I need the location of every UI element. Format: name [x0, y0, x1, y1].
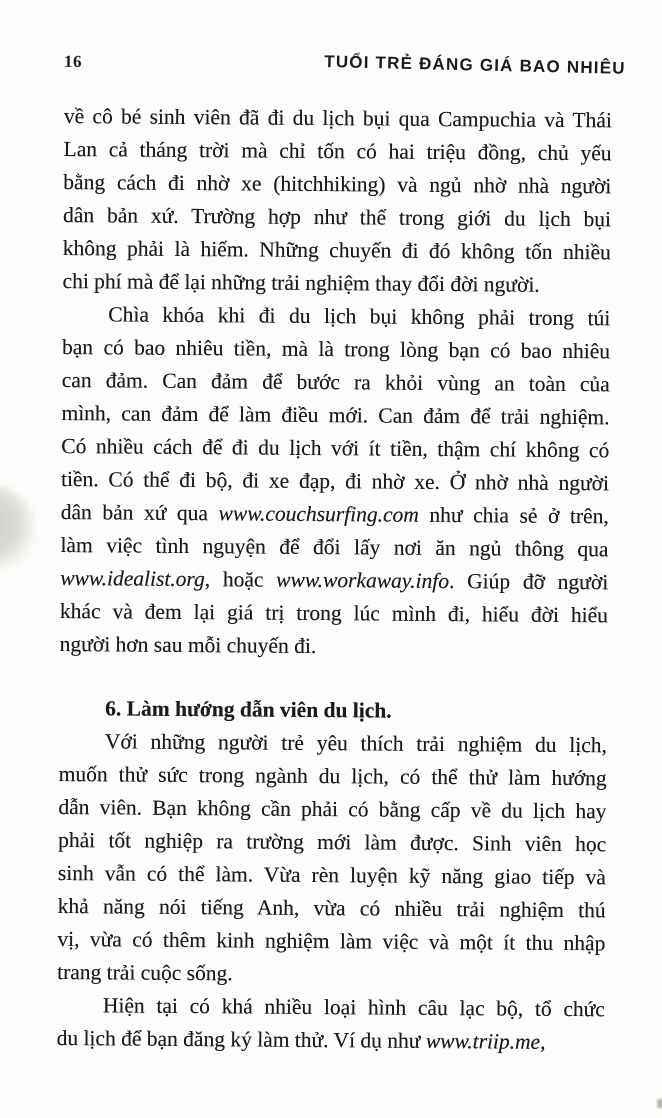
text-run: về cô bé sinh viên đã đi du lịch bụi qua Campuchia và Thái — [63, 103, 612, 133]
paragraph-3 — [57, 725, 607, 993]
url-text: www.workaway.info — [276, 567, 450, 594]
text-line — [64, 100, 612, 137]
text-run: muốn thử sức trong ngành du lịch, có thể thử làm hướng — [58, 761, 607, 791]
text-line — [63, 232, 611, 269]
text-run: , — [540, 1029, 546, 1054]
text-line — [59, 758, 607, 795]
text-run: dẫn viên. Bạn không cần phải có bằng cấp về du lịch hay — [58, 794, 607, 824]
text-line — [58, 791, 606, 828]
text-run: du lịch để bạn đăng ký làm thử. Ví dụ như — [56, 1025, 426, 1053]
paragraph-2 — [60, 298, 611, 665]
text-line — [57, 989, 605, 1026]
text-line — [62, 265, 610, 302]
running-title: TUỔI TRẺ ĐÁNG GIÁ BAO NHIÊU — [324, 52, 627, 78]
text-line — [59, 692, 607, 729]
text-line — [63, 199, 611, 236]
section-heading — [59, 692, 607, 729]
text-line — [58, 857, 606, 894]
text-run: Chìa khóa khi đi du lịch bụi không phải trong túi — [108, 302, 611, 331]
page-header — [63, 51, 627, 78]
text-line — [59, 725, 607, 762]
text-run: bằng cách đi nhờ xe (hitchhiking) và ngủ nhờ nhà người — [63, 169, 612, 199]
text-run: không phải là hiếm. Những chuyến đi đó không tốn nhiều — [62, 235, 611, 265]
text-line — [61, 397, 609, 434]
scan-speck-artifact — [657, 1099, 662, 1108]
paragraph-1 — [62, 100, 612, 302]
text-line — [60, 595, 608, 632]
text-line — [58, 824, 606, 861]
text-run: tiền. Có thể đi bộ, đi xe đạp, đi nhờ xe. Ở nhờ nhà người — [60, 466, 610, 496]
paragraph-4 — [56, 989, 605, 1059]
text-line — [62, 331, 610, 368]
url-text: www.couchsurfing.com — [218, 501, 419, 527]
text-run: trang trải cuộc sống. — [57, 959, 233, 986]
text-run: bạn có bao nhiêu tiền, mà là trong lòng bạn có bao nhiêu — [61, 334, 611, 364]
text-run: người hơn sau mỗi chuyến đi. — [59, 631, 317, 658]
page-number: 16 — [63, 51, 83, 72]
text-run: như chia sẻ ở trên, — [418, 502, 609, 529]
url-text: www.triip.me — [425, 1028, 541, 1054]
text-run: chi phí mà để lại những trải nghiệm thay đổi đời người. — [62, 268, 540, 297]
text-run: , hoặc — [204, 567, 277, 592]
text-line — [60, 562, 608, 599]
text-line — [58, 890, 606, 927]
text-line — [60, 628, 608, 665]
text-line — [60, 529, 608, 566]
text-body — [56, 100, 611, 1059]
scan-smudge-artifact — [0, 486, 36, 572]
text-run: . Giúp đỡ người — [448, 569, 609, 595]
text-line — [63, 166, 611, 203]
text-line — [61, 496, 609, 533]
text-run: Lan cả tháng trời mà chỉ tốn có hai triệu đồng, chủ yếu — [63, 136, 612, 166]
text-run: khác và đem lại giá trị trong lúc mình đi, hiểu đời hiểu — [59, 598, 609, 628]
text-line — [57, 956, 605, 993]
text-run: sinh vẫn có thể làm. Vừa rèn luyện kỹ năng giao tiếp và — [57, 860, 607, 890]
text-run: làm việc tình nguyện để đổi lấy nơi ăn ngủ thông qua — [60, 532, 609, 562]
text-run: vị, vừa có thêm kinh nghiệm làm việc và một ít thu nhập — [57, 926, 606, 956]
text-line — [61, 463, 609, 500]
text-run: can đảm. Can đảm để bước ra khỏi vùng an toàn của — [61, 367, 610, 397]
text-run: Hiện tại có khá nhiều loại hình câu lạc bộ, tổ chức — [102, 993, 605, 1022]
text-run: 6. Làm hướng dẫn viên du lịch. — [105, 696, 392, 723]
text-run: dân bản xứ qua — [60, 499, 219, 526]
text-run: Có nhiều cách để đi du lịch với ít tiền, thậm chí không có — [61, 433, 610, 463]
text-line — [62, 364, 610, 401]
text-line — [61, 430, 609, 467]
text-run: khả năng nói tiếng Anh, vừa có nhiều trải nghiệm thú — [57, 893, 606, 923]
text-line — [62, 298, 610, 335]
text-run: phải tốt nghiệp ra trường mới làm được. Sinh viên học — [58, 827, 607, 857]
text-run: dân bản xứ. Trường hợp như thế trong giới du lịch bụi — [63, 202, 612, 232]
url-text: www.idealist.org — [60, 565, 205, 592]
text-line — [57, 923, 605, 960]
text-run: mình, can đảm để làm điều mới. Can đảm để trải nghiệm. — [61, 400, 610, 430]
text-line — [56, 1022, 604, 1059]
text-line — [63, 133, 611, 170]
text-run: Với những người trẻ yêu thích trải nghiệm du lịch, — [104, 729, 608, 758]
